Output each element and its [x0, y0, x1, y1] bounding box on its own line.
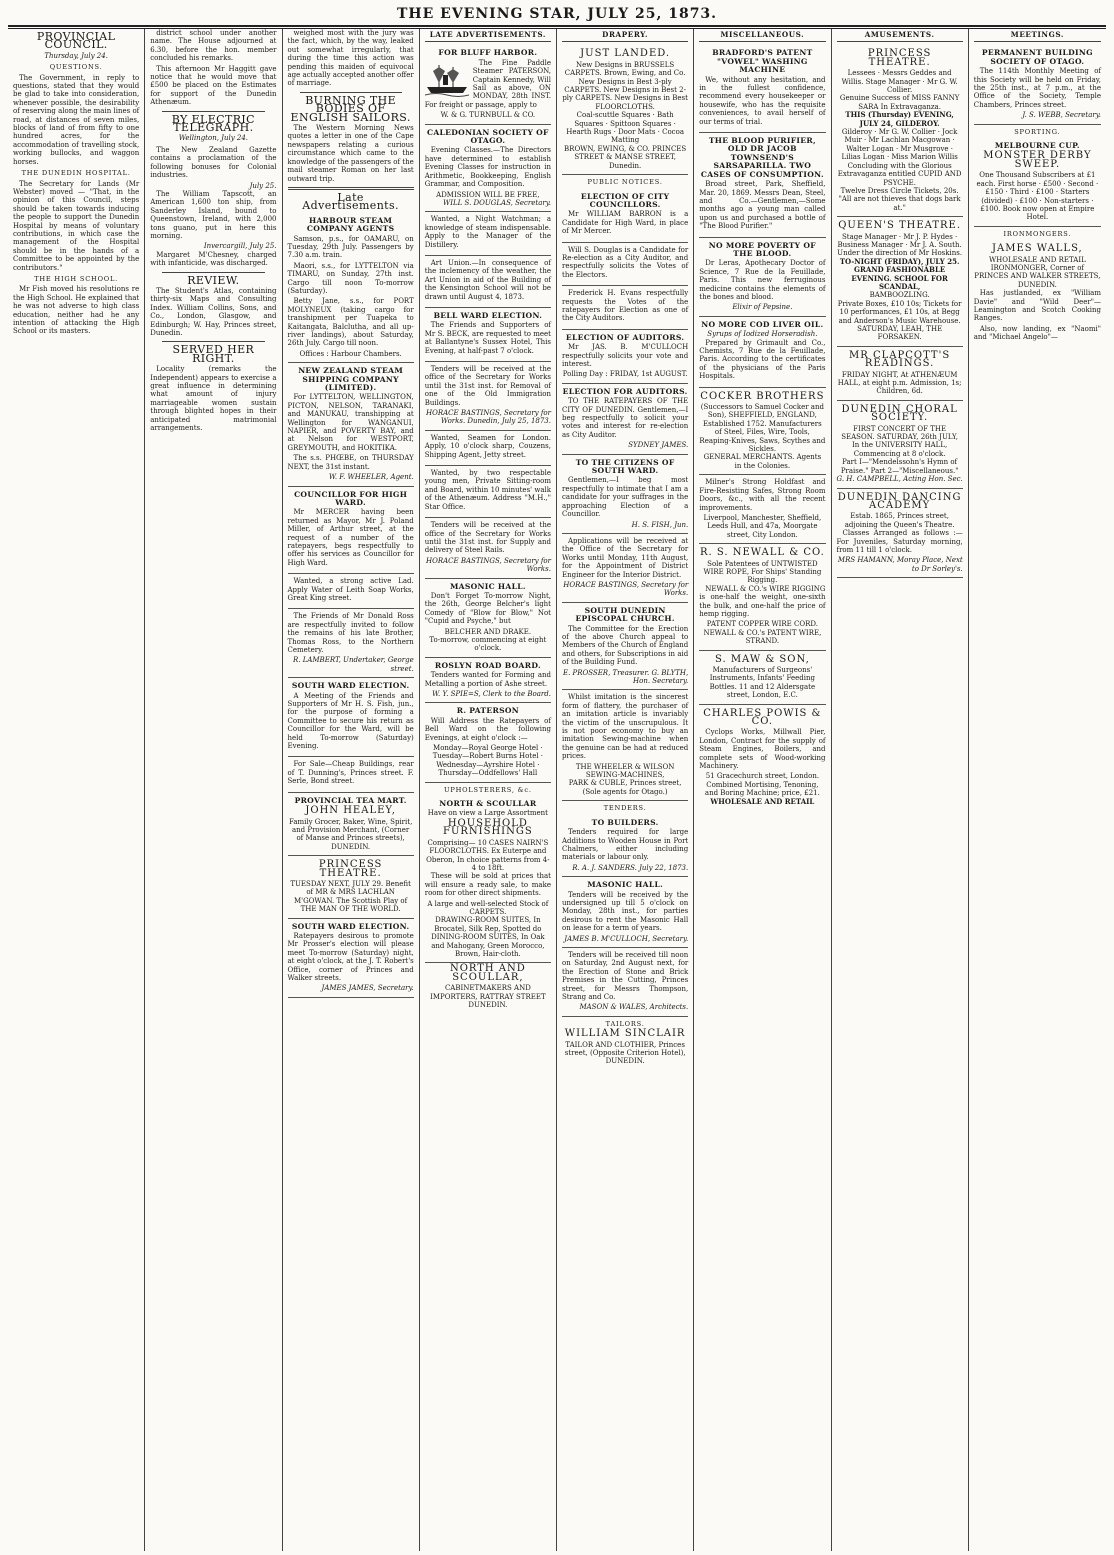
ad-heading: BELL WARD ELECTION.	[433, 310, 543, 320]
advertisement	[699, 133, 825, 237]
ad-heading: ELECTION FOR AUDITORS.	[562, 386, 688, 396]
ad-heading: NEW ZEALAND STEAM SHIPPING COMPANY (LIMITED).	[298, 366, 404, 393]
article-text: The New Zealand Gazette contains a proclamation of the following bonuses for Colonial industries.	[150, 145, 277, 180]
ad-text: Betty Jane, s.s., for PORT MOLYNEUX (taking cargo for transhipment per Tuapeka to Kaitangata, Balclutha, and all up-river landings), about Saturday, 26th July. Cargo till noon.	[287, 297, 414, 348]
ad-text: Polling Day : FRIDAY, 1st AUGUST.	[562, 370, 688, 379]
section-heading: UPHOLSTERERS, &c.	[444, 785, 532, 794]
section-heading: TAILORS.	[605, 1019, 645, 1028]
column-heading-meetings: MEETINGS.	[974, 29, 1101, 42]
ad-text: Concluding with the Glorious Extravaganza entitled CUPID AND PSYCHE.	[837, 161, 962, 187]
ad-text: TAILOR AND CLOTHIER, Princes street, (Opposite Criterion Hotel), DUNEDIN.	[564, 1040, 686, 1066]
ad-text: Monday—Royal George Hotel · Tuesday—Robert Burns Hotel · Wednesday—Ayrshire Hotel · Thursday—Oddfellows' Hall	[432, 744, 544, 778]
advertiser-name: PRINCESS THEATRE.	[318, 859, 383, 879]
late-advertisements-title: Late Advertisements.	[302, 190, 399, 213]
advertisement	[562, 189, 688, 243]
provincial-council-title: PROVINCIAL COUNCIL.	[36, 30, 116, 52]
advertiser-name: JAMES WALLS,	[991, 243, 1083, 255]
advertisement	[425, 466, 551, 518]
ad-heading: TO BUILDERS.	[591, 817, 659, 827]
ad-text: Whilst imitation is the sincerest form of flattery, the purchaser of an imitation article is invariably the victim of the unscrupulous. It is not poor economy to buy an imitation Sewing-machine when the genuine can be had at reduced prices.	[562, 693, 689, 761]
advertisement	[837, 401, 963, 489]
ad-signature: HORACE BASTINGS, Secretary for Works.	[425, 556, 551, 574]
advertiser-name: MONSTER DERBY SWEEP.	[983, 150, 1092, 170]
ad-signature: W. Y. SPIE=S, Clerk to the Board.	[432, 690, 551, 698]
ad-heading: THE BLOOD PURIFIER, OLD DR JACOB TOWNSEND'S SARSAPARILLA. TWO CASES OF CONSUMPTION.	[700, 136, 824, 179]
advertisement	[699, 45, 825, 133]
advertiser-name: WILLIAM SINCLAIR	[564, 1028, 686, 1040]
advertisement	[425, 703, 551, 782]
column-heading-amusements: AMUSEMENTS.	[837, 29, 963, 42]
ad-signature: J. S. WEBB, Secretary.	[1022, 111, 1101, 120]
divider	[162, 272, 264, 273]
ad-heading: PERMANENT BUILDING SOCIETY OF OTAGO.	[981, 48, 1093, 66]
advertisement	[288, 609, 414, 678]
ad-text: TO-NIGHT (FRIDAY), JULY 25. GRAND FASHIONABLE EVENING. SCHOOL FOR SCANDAL,	[839, 256, 960, 291]
advertisement	[288, 856, 414, 918]
column-1	[8, 29, 145, 1551]
ad-text: Wanted, a Night Watchman; a knowledge of steam indispensable. Apply to the Manager of the Distillery.	[424, 215, 551, 249]
advertisement	[288, 363, 414, 486]
advertisement	[562, 948, 688, 1017]
advertisement	[699, 544, 825, 650]
ad-text: The Fine Paddle Steamer PATERSON, Captain Kennedy, Will Sail as above, ON MONDAY, 28th INST. For freight or passage, apply to	[424, 58, 551, 109]
ad-signature: SYDNEY JAMES.	[628, 441, 689, 450]
ad-text: Wanted, Seamen for London. Apply, 10 o'clock sharp, Couzens, Shipping Agent, Jetty street.	[424, 433, 551, 459]
article-title: SERVED HER RIGHT.	[172, 343, 255, 365]
ad-text: DINING-ROOM SUITES, In Oak and Mahogany, Green Morocco, Brown, Hair-cloth.	[431, 933, 545, 958]
ad-text: Mr MERCER having been returned as Mayor, Mr J. Poland Miller, of Arthur street, at the request of a number of the ratepayers, begs respectfully to offer his services as Councillor for High Ward.	[287, 508, 414, 567]
ad-text: Genuine Success of MISS FANNY SARA In Extravaganza.	[839, 94, 960, 111]
ad-text: Art Union.—In consequence of the inclemency of the weather, the Art Union in aid of the Building of the Kensington School will not be drawn until August 4, 1873.	[424, 258, 551, 301]
ad-text: Elixir of Pepsine.	[732, 303, 793, 312]
ad-text: CABINETMAKERS AND IMPORTERS, RATTRAY STREET DUNEDIN.	[430, 984, 546, 1009]
ad-heading: MASONIC HALL.	[449, 581, 526, 591]
ad-text: The s.s. PHŒBE, on THURSDAY NEXT, the 31st instant.	[287, 454, 414, 471]
ad-heading: COUNCILLOR FOR HIGH WARD.	[294, 489, 408, 507]
article-text: The Secretary for Lands (Mr Webster) moved — "That, in the opinion of this Council, steps should be taken towards inducing the people to support the Dunedin Hospital by means of voluntary contributions, in which case the management of the Hospital should be in the hands of a Committee to be appointed by the contributors."	[13, 179, 140, 272]
ad-text: (Successors to Samuel Cocker and Son), SHEFFIELD, ENGLAND, Established 1752. Manufacturers of Steel, Files, Wire, Tools, Reaping-Knives, Saws, Scythes and Sickles.	[699, 403, 826, 454]
column-8	[969, 29, 1106, 1551]
ad-heading: HOUSEHOLD FURNISHINGS	[443, 817, 533, 838]
section-heading: TENDERS.	[603, 804, 647, 813]
ad-text: Lessees · Messrs Geddes and Willis. Stage Manager · Mr G. W. Collier.	[841, 69, 958, 95]
ad-text: Applications will be received at the Office of the Secretary for Works until Monday, 11th August, for the Appointment of District Engineer for the Interior District.	[562, 536, 689, 579]
advertisement	[425, 796, 551, 963]
section-heading: THE HIGH SCHOOL.	[34, 274, 119, 283]
ad-signature: JAMES B. M'CULLOCH, Secretary.	[564, 934, 689, 943]
article-text: The Government, in reply to questions, stated that they would be glad to take into consideration, whenever possible, the desirability of reserving along the main lines of road, at distances of seven miles, blocks of land of from fifty to one hundred acres, for the accommodation of travelling stock, working bullocks, and waggon horses.	[13, 73, 140, 166]
ad-text: The Committee for the Erection of the above Church appeal to Members of the Church of England and others, for Subscriptions in aid of the Building Fund.	[562, 624, 689, 667]
advertisement	[699, 475, 825, 544]
ad-text: DRAWING-ROOM SUITES, In Brocatel, Silk Rep, Spotted do	[434, 916, 542, 933]
column-3	[283, 29, 420, 1551]
ad-text: THIS (Thursday) EVENING, JULY 24, GILDEROY.	[845, 110, 954, 128]
section-heading: PUBLIC NOTICES.	[587, 178, 663, 187]
ad-signature: WILL S. DOUGLAS, Secretary.	[443, 198, 551, 207]
ad-text: Has justlanded, ex "William Davie" and "Wild Deer"— Leamington and Scotch Cooking Ranges.	[973, 289, 1101, 323]
ad-heading: FOR BLUFF HARBOR.	[438, 48, 538, 58]
ad-text: FRIDAY NIGHT, At ATHENÆUM HALL, at eight p.m. Admission, 1s; Children, 6d.	[837, 370, 962, 396]
ad-heading: HARBOUR STEAM COMPANY AGENTS	[306, 215, 395, 234]
ad-text: PATENT COPPER WIRE CORD. NEWALL & CO.'s PATENT WIRE, STRAND.	[703, 620, 822, 646]
ad-text: Tenders will be received till noon on Saturday, 2nd August next, for the Erection of Stone and Brick Premises in the Cutting, Princes street, for Messrs Thompson, Strang and Co.	[562, 950, 689, 1001]
ad-text: Liverpool, Manchester, Sheffield, Leeds Hull, and 47a, Moorgate street, City London.	[703, 513, 822, 539]
advertisement	[425, 212, 551, 256]
ad-heading: SOUTH WARD ELECTION.	[291, 921, 410, 931]
advertisement	[288, 487, 414, 575]
article-text: This afternoon Mr Haggitt gave notice that he would move that £500 be placed on the Estimates for support of the Dunedin Athenæum.	[150, 64, 277, 107]
advertisement	[562, 815, 688, 877]
article-text: weighed most with the jury was the fact, which, by the way, leaked out somewhat irregularly, that during the time this action was pending this maiden of equivocal age actually accepted another offer of marriage.	[287, 29, 414, 88]
advertisement	[562, 534, 688, 603]
ad-text: The Friends and Supporters of Mr S. BECK, are requested to meet at Ballantyne's Sussex Hotel, This Evening, at half-past 7 o'clock.	[424, 321, 551, 355]
ad-text: WHOLESALE AND RETAIL	[710, 796, 815, 806]
telegraph-title: BY ELECTRIC TELEGRAPH.	[171, 112, 255, 135]
article-text: Margaret M'Chesney, charged with infanticide, was discharged.	[150, 250, 277, 268]
column-2	[145, 29, 282, 1551]
column-7	[832, 29, 969, 1551]
ad-text: Syrups of Iodized Horseradish.	[707, 330, 818, 339]
ad-text: Tenders wanted for Forming and Metalling a portion of Ashe street.	[424, 671, 551, 688]
dateline: July 25.	[249, 181, 277, 190]
advertisement	[288, 678, 414, 757]
column-6	[694, 29, 831, 1551]
advertisement	[425, 518, 551, 578]
article-text: Locality (remarks the Independent) appears to exercise a great influence in determining what amount of injury marriageable women sustain through blighted hopes in their anticipated matrimonial arrangements.	[150, 365, 277, 433]
ad-text: TO THE RATEPAYERS OF THE CITY OF DUNEDIN. Gentlemen,—I beg respectfully to solicit your votes and interest for re-election as City Auditor.	[562, 397, 689, 439]
ad-text: Cyclops Works, Millwall Pier, London, Contract for the supply of Steam Engines, Boilers, and complete sets of Wood-working Machinery.	[699, 728, 826, 771]
ad-text: Milner's Strong Holdfast and Fire-Resisting Safes, Strong Room Doors, &c., with all the recent improvements.	[699, 478, 826, 512]
ad-text: ADMISSION WILL BE FREE,	[436, 190, 540, 199]
advertiser-name: JOHN HEALEY,	[305, 805, 396, 817]
ad-text: Family Grocer, Baker, Wine, Spirit, and Provision Merchant, (Corner of Manse and Princes streets), DUNEDIN.	[288, 817, 413, 851]
advertiser-name: QUEEN'S THEATRE.	[838, 220, 962, 232]
ad-text: The 114th Monthly Meeting of this Society will be held on Friday, the 25th inst., at 7 p.m., at the Office of the Society, Temple Chambers, Princes street.	[973, 67, 1101, 109]
ad-text: A large and well-selected Stock of CARPETS.	[427, 899, 549, 916]
advertisement	[425, 658, 551, 704]
ad-heading: TO THE CITIZENS OF SOUTH WARD.	[575, 457, 675, 476]
ad-signature: E. PROSSER, Treasurer. G. BLYTH, Hon. Secretary.	[562, 668, 689, 685]
ad-text: New Designs in BRUSSELS CARPETS. Brown, Ewing, and Co.	[564, 60, 686, 78]
ad-heading: NO MORE POVERTY OF THE BLOOD.	[708, 240, 816, 258]
ad-signature: R. LAMBERT, Undertaker, George street.	[292, 656, 414, 673]
advertisement	[562, 330, 688, 384]
advertisement	[837, 45, 963, 217]
article-text: The Western Morning News quotes a letter in one of the Cape newspapers relating a curious circumstance which came to the knowledge of the passengers of the mail steamer Roman on her last outward trip.	[287, 124, 414, 183]
article-text: district school under another name. The House adjourned at 6.30, before the hon. member concluded his remarks.	[150, 29, 277, 63]
advertisement	[837, 217, 963, 347]
advertiser-name: CHARLES POWIS & CO.	[703, 707, 822, 728]
ad-text: We, without any hesitation, and in the fullest confidence, recommend every housekeeper or housewife, who has the requisite conveniences, to avail herself of our terms of trial.	[699, 75, 826, 126]
article-text: Mr Fish moved his resolutions re the High School. He explained that he was not adverse to high class education, neither had he any intention of attacking the High School or its masters.	[13, 285, 140, 336]
advertisement	[699, 388, 825, 476]
column-heading-drapery: DRAPERY.	[562, 29, 688, 42]
ad-text: Samson, p.s., for OAMARU, on Tuesday, 29th July. Passengers by 7.30 a.m. train.	[287, 234, 414, 260]
ad-signature: W. F. WHEELER, Agent.	[328, 473, 414, 482]
ad-text: Maori, s.s., for LYTTELTON via TIMARU, on Sunday, 27th inst. Cargo till noon To-morrow (Saturday).	[287, 261, 414, 295]
ad-text: Have on view a Large Assortment	[427, 809, 548, 818]
ad-heading: ELECTION OF AUDITORS.	[565, 332, 685, 342]
ad-heading: SOUTH WARD ELECTION.	[291, 681, 410, 691]
ad-text: Will Address the Ratepayers of Bell Ward on the following Evenings, at eight o'clock :—	[424, 716, 551, 742]
ad-text: Will S. Douglas is a Candidate for Re-election as a City Auditor, and respectfully solicits the Votes of the Electors.	[562, 245, 689, 279]
section-heading: THE DUNEDIN HOSPITAL.	[21, 169, 131, 178]
advertisement	[974, 240, 1101, 347]
ad-text: Don't Forget To-morrow Night, the 26th, George Belcher's light Comedy of "Blow for Blow," Not "Cupid and Psyche," but	[424, 591, 551, 626]
advertisement	[288, 574, 414, 609]
dateline: Wellington, July 24.	[178, 134, 249, 143]
ad-text: GENERAL MERCHANTS. Agents in the Colonies.	[703, 453, 822, 470]
divider	[300, 92, 402, 93]
advertisement	[425, 431, 551, 466]
ad-text: Prepared by Grimault and Co., Chemists, 7 Rue de la Feuillade, Paris. According to the certificates of the physicians of the Paris Hospitals.	[699, 338, 826, 381]
divider	[288, 187, 414, 190]
ad-signature: JAMES JAMES, Secretary.	[321, 984, 414, 993]
ad-text: Tenders will be received by the undersigned up till 5 o'clock on Monday, 28th inst., for parties desirous to rent the Masonic Hall on lease for a term of years.	[562, 890, 689, 933]
column-4	[420, 29, 557, 1551]
section-heading: SPORTING.	[1014, 127, 1061, 136]
ad-text: TUESDAY NEXT, JULY 29. Benefit of MR & MRS LACHLAN M'GOWAN. The Scottish Play of THE MAN OF THE WORLD.	[290, 879, 411, 914]
advertiser-name: DUNEDIN DANCING ACADEMY	[837, 491, 962, 511]
advertiser-name: NORTH AND SCOULLAR,	[449, 963, 526, 983]
advertisement	[562, 877, 688, 948]
ad-text: Mr JAS. B. M'CULLOCH respectfully solicits your vote and interest.	[562, 343, 689, 368]
ad-signature: PARK & CUBLE, Princes street, (Sole agents for Otago.)	[568, 779, 682, 796]
ad-text: FIRST CONCERT OF THE SEASON. SATURDAY, 26th JULY, In the UNIVERSITY HALL, Commencing at 8 o'clock.	[841, 424, 959, 458]
dateline: Invercargill, July 25.	[203, 242, 277, 251]
advertisement	[699, 238, 825, 317]
advertiser-name: PRINCESS THEATRE.	[867, 48, 932, 68]
ad-text: Mr WILLIAM BARRON is a Candidate for High Ward, in place of Mr Mercer.	[562, 210, 689, 236]
ad-text: A Meeting of the Friends and Supporters of Mr H. S. Fish, jun., for the purpose of forming a Committee to secure his return as Councillor for the Ward, will be held To-morrow (Saturday) Evening.	[287, 691, 414, 751]
ad-text: THE WHEELER & WILSON SEWING-MACHINES,	[575, 762, 675, 780]
ad-heading: ELECTION OF CITY COUNCILLORS.	[580, 191, 670, 209]
article-text: The Student's Atlas, containing thirty-six Maps and Consulting Index. William Collins, Sons, and Co., London, Glasgow, and Edinburgh; W. Hay, Princes street, Dunedin.	[150, 286, 277, 337]
column-5	[557, 29, 694, 1551]
ad-heading: PROVINCIAL TEA MART.	[294, 795, 407, 805]
ad-heading: SOUTH DUNEDIN EPISCOPAL CHURCH.	[575, 605, 675, 624]
section-heading: QUESTIONS.	[49, 63, 103, 72]
ad-text: Wanted, by two respectable young men, Private Sitting-room and Board, within 10 minutes' walk of the Athenæum. Address "M.H.," Star Office.	[424, 469, 551, 511]
ad-text: Broad street, Park, Sheffield, Mar. 20, 1869. Messrs Dean, Steel, and Co.—Gentlemen,—Some months ago a young man called upon us and purchased a bottle of "The Blood Purifier."	[699, 180, 826, 231]
advertisement	[699, 317, 825, 388]
ad-text: Dr Leras, Apothecary Doctor of Science, 7 Rue de la Feuillade, Paris. This new ferruginous medicine contains the elements of the bones and blood.	[699, 259, 826, 301]
ad-heading: MASONIC HALL.	[587, 880, 664, 890]
ad-text: Sole Patentees of UNTWISTED WIRE ROPE, For Ships' Standing Rigging.	[703, 559, 822, 585]
ad-signature: W. & G. TURNBULL & CO.	[440, 111, 536, 120]
ad-heading: ROSLYN ROAD BOARD.	[434, 660, 541, 670]
ad-text: Stage Manager · Mr J. P. Hydes · Business Manager · Mr J. A. South. Under the direction of Mr Hoskins.	[837, 232, 963, 258]
advertiser-name: MR CLAPCOTT'S READINGS.	[849, 349, 951, 370]
masthead: THE EVENING STAR, JULY 25, 1873.	[8, 6, 1106, 27]
ad-text: Comprising— 10 CASES NAIRN'S FLOORCLOTHS. Ex Euterpe and Oberon, In choice patterns from 4-4 to 18ft.	[426, 838, 550, 872]
advertisement	[562, 384, 688, 455]
advertiser-name: S. MAW & SON,	[714, 653, 810, 665]
ad-text: Evening Classes.—The Directors have determined to establish Evening Classes for instruction in Arithmetic, Bookkeeping, English Grammar, and Composition.	[424, 146, 551, 189]
ad-text: Offices : Harbour Chambers.	[299, 349, 402, 358]
advertisement	[425, 125, 551, 213]
advertiser-name: R. PATERSON	[456, 706, 520, 716]
ad-heading: CALEDONIAN SOCIETY OF OTAGO.	[427, 127, 549, 146]
ad-text: Classes Arranged as follows :— For Juveniles, Saturday morning, from 11 till 1 o'clock.	[836, 529, 963, 554]
advertisement	[288, 757, 414, 792]
advertiser-name: R. S. NEWALL & CO.	[699, 547, 825, 559]
dateline: Thursday, July 24.	[44, 51, 108, 60]
column-heading: LATE ADVERTISEMENTS.	[425, 29, 551, 42]
ad-signature: HORACE BASTINGS, Secretary for Works. Dunedin, July 25, 1873.	[425, 409, 551, 426]
ad-text: WHOLESALE AND RETAIL IRONMONGER, Corner of PRINCES AND WALKER STREETS, DUNEDIN.	[974, 255, 1101, 289]
ad-text: Frederick H. Evans respectfully requests the Votes of the ratepayers for Election as one of the City Auditors.	[562, 289, 689, 323]
article-text: The William Tapscott, an American 1,600 ton ship, from Sanderley Island, bound to Queenstown, Ireland, with 2,000 tons guano, put in here this morning.	[150, 189, 277, 240]
advertisement	[562, 45, 688, 175]
advertisement	[837, 347, 963, 401]
ad-text: Ratepayers desirous to promote Mr Prosser's election will please meet To-morrow (Saturday) night, at eight o'clock, at the J. T. Robert's Office, corner of Princes and Walker streets.	[287, 931, 414, 982]
section-heading: IRONMONGERS.	[1003, 229, 1072, 238]
ad-heading: JUST LANDED.	[580, 48, 671, 60]
ad-text: Manufacturers of Surgeons' Instruments, Infants' Feeding Bottles. 11 and 12 Aldersgate street, London, E.C.	[709, 666, 816, 700]
advertisement	[288, 919, 414, 998]
advertisement	[288, 213, 414, 364]
ad-text: The Friends of Mr Donald Ross are respectfully invited to follow the remains of his late Brother, Thomas Ross, to the Northern Cemetery.	[287, 612, 414, 654]
review-title: REVIEW.	[187, 273, 240, 287]
advertisement	[288, 793, 414, 856]
advertiser-name: DUNEDIN CHORAL SOCIETY.	[841, 403, 958, 424]
ad-text: For Sale—Cheap Buildings, rear of T. Dunning's, Princes street. F. Serle, Bond street.	[287, 760, 414, 786]
ad-text: Estab. 1865, Princes street, adjoining the Queen's Theatre.	[844, 512, 955, 529]
advertisement	[974, 138, 1101, 227]
divider	[162, 341, 264, 342]
ad-text: For LYTTELTON, WELLINGTON, PICTON, NELSON, TARANAKI, and MANUKAU, transhipping at Wellington for WANGANUI, NAPIER, and POVERTY BAY, and at Nelson for WESTPORT, GREYMOUTH, and HOKITIKA.	[287, 393, 414, 452]
ad-signature: MASON & WALES, Architects.	[579, 1003, 689, 1012]
ad-text: Tenders required for large Additions to Wooden House in Port Chalmers, either including materials or labour only.	[562, 828, 689, 862]
ad-text: BELCHER AND DRAKE.	[444, 627, 532, 636]
ad-heading: MELBOURNE CUP.	[994, 141, 1080, 151]
advertiser-name: NORTH & SCOULLAR	[439, 799, 537, 809]
divider	[162, 111, 264, 112]
advertisement	[699, 651, 825, 705]
ad-heading: NO MORE COD LIVER OIL.	[701, 319, 824, 329]
ad-text: 51 Gracechurch street, London. Combined Mortising, Tenoning, and Boring Machine; price, £21.	[704, 772, 820, 798]
advertisement	[562, 455, 688, 534]
ad-text: BAMBOOZLING.	[869, 291, 930, 300]
advertisement	[425, 308, 551, 362]
ad-heading: BRADFORD'S PATENT "VOWEL" WASHING MACHINE	[712, 48, 813, 75]
advertisement	[562, 690, 688, 801]
ad-text: Wanted, a strong active Lad. Apply Water of Leith Soap Works, Great King street.	[287, 577, 414, 602]
ad-text: Also, now landing, ex "Naomi" and "Michael Angelo"—	[973, 324, 1101, 342]
columns	[8, 28, 1106, 1551]
advertisement	[425, 45, 551, 124]
column-heading-miscellaneous: MISCELLANEOUS.	[699, 29, 825, 42]
ad-text: These will be sold at prices that will ensure a ready sale, to make room for other direct shipments.	[424, 872, 551, 898]
advertisement	[699, 705, 825, 810]
advertiser-name: COCKER BROTHERS	[700, 390, 825, 402]
advertisement	[425, 362, 551, 431]
ship-illustration	[425, 61, 469, 97]
ad-text: Tenders will be received at the office of the Secretary for Works until the 31st inst. for Supply and delivery of Steel Rails.	[424, 521, 551, 555]
ad-signature: MRS HAMANN, Moray Place, Next to Dr Sorley's.	[837, 556, 963, 573]
ad-text: New Designs in Best 3-ply CARPETS. New Designs in Best 2-ply CARPETS. New Designs in Best FLOORCLOTHS.	[562, 77, 688, 111]
ad-text: To-morrow, commencing at eight o'clock.	[429, 635, 547, 653]
ad-signature: G. H. CAMPBELL, Acting Hon. Sec.	[836, 475, 963, 484]
ad-signature: BROWN, EWING, & CO. PRINCES STREET & MANSE STREET, Dunedin.	[564, 144, 687, 170]
advertisement	[425, 256, 551, 308]
advertisement	[562, 603, 688, 691]
ad-text: Gilderoy · Mr G. W. Collier · Jock Muir · Mr Lachlan Macgowan · Walter Logan · Mr Musgrove · Lilias Logan · Miss Marion Willis	[841, 128, 958, 162]
ad-text: Gentlemen,—I beg most respectfully to intimate that I am a candidate for your suffrages in the approaching Election of a Councillor.	[562, 476, 689, 519]
ad-signature: H. S. FISH, Jun.	[631, 520, 689, 529]
ad-text: Coal-scuttle Squares · Bath Squares · Spittoon Squares · Hearth Rugs · Door Mats · Cocoa Matting	[566, 111, 684, 145]
ad-text: One Thousand Subscribers at £1 each. First horse · £500 · Second · £150 · Third · £100 · Starters (divided) · £100 · Non-starters · £100. Book now open at Empire Hotel.	[976, 171, 1099, 222]
article-title: BURNING THE BODIES OF ENGLISH SAILORS.	[290, 93, 411, 124]
advertisement	[837, 489, 963, 579]
ad-signature: HORACE BASTINGS, Secretary for Works.	[563, 580, 689, 598]
ad-signature: R. A. J. SANDERS. July 22, 1873.	[572, 863, 689, 872]
advertisement	[562, 286, 688, 330]
ad-text: Tenders will be received at the office of the Secretary for Works until the 31st inst. for Removal of one of the Old Immigration Buildings.	[424, 365, 551, 407]
ad-text: SATURDAY, LEAH, THE FORSAKEN.	[857, 325, 943, 342]
ad-text: Part I—"Mendelssohn's Hymn of Praise." Part 2—"Miscellaneous."	[840, 458, 959, 475]
advertisement	[425, 579, 551, 658]
advertisement	[974, 45, 1101, 124]
advertisement	[562, 243, 688, 287]
ad-text: NEWALL & CO.'s WIRE RIGGING is one-half the weight, one-sixth the bulk, and one-half the price of hemp rigging.	[699, 584, 826, 618]
ad-text: Twelve Dress Circle Tickets, 20s. "All are not thieves that dogs bark at."	[838, 186, 961, 212]
ad-text: Private Boxes, £10 10s; Tickets for 10 performances, £1 10s, at Begg and Anderson's Music Warehouse.	[837, 299, 962, 325]
